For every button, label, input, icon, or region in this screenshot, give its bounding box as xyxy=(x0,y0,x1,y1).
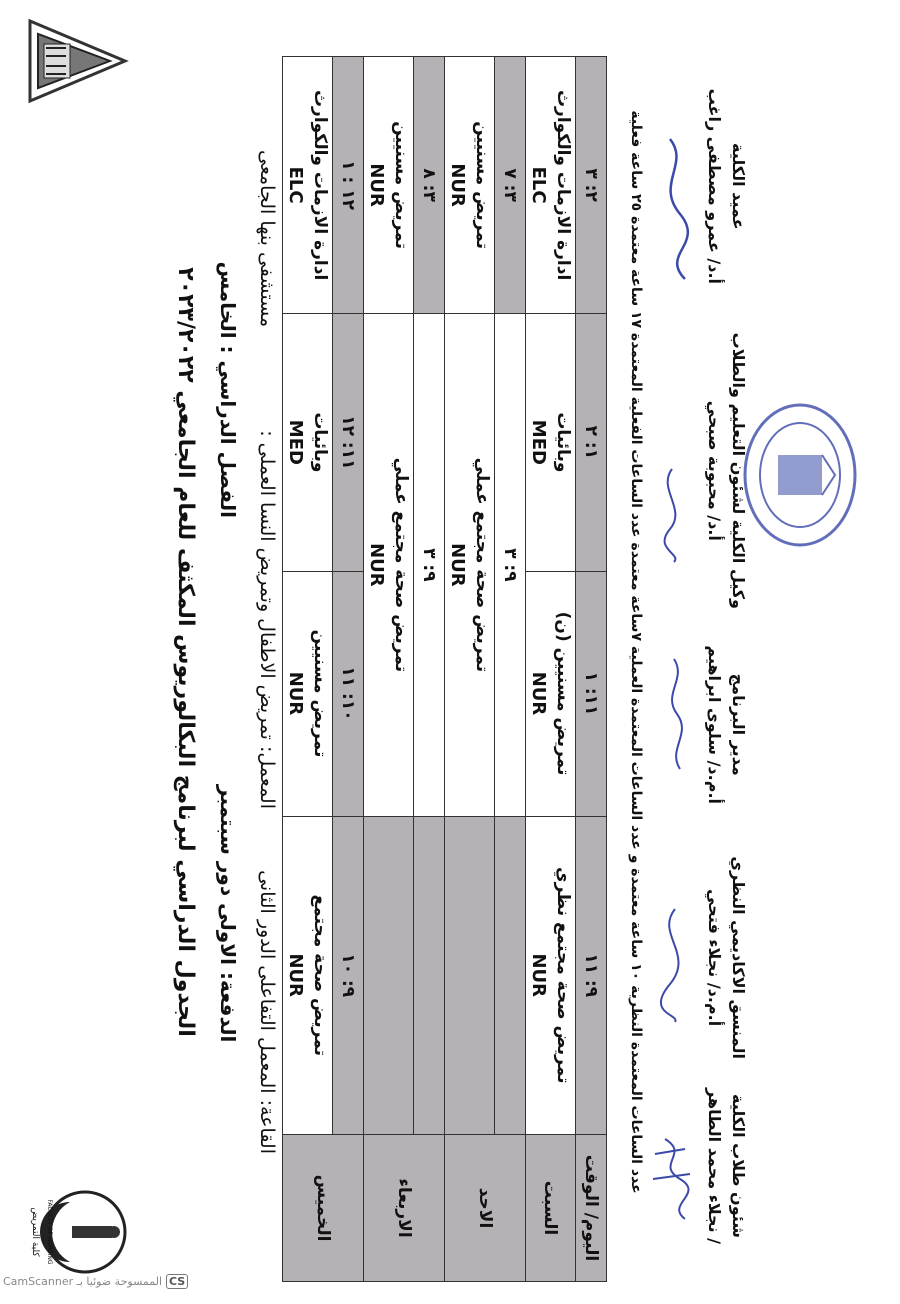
wednesday-empty-slot-2 xyxy=(364,816,414,1135)
document-title: الجدول الدراسي لبرنامج البكالوريوس المكثف للعام الجامعي ٢٠٢٣/٢٠٢٢ xyxy=(173,267,198,1037)
thu-course-4 xyxy=(283,57,333,314)
sat-time-4: ٢: ٣ xyxy=(576,57,607,314)
day-wednesday: الاربعاء xyxy=(364,1135,445,1282)
semester-label: الفصل الدراسي : الخامس xyxy=(216,261,240,518)
signature-title: وكيل الكلية لشئون التعليم والطلاب xyxy=(729,332,748,609)
signature-title: عميد الكلية xyxy=(729,143,748,230)
course-code: NUR xyxy=(285,953,306,998)
course-code: MED xyxy=(528,419,549,465)
sat-course-2 xyxy=(526,571,576,816)
handwritten-signature xyxy=(656,464,692,564)
header-cell-day-time: اليوم/ الوقت xyxy=(576,1135,607,1282)
course-code: ELC xyxy=(285,166,306,204)
camscanner-badge: CS xyxy=(166,1274,188,1289)
sun-course-2 xyxy=(445,57,495,314)
course-name: ادارة الازمات والكوارث xyxy=(310,89,330,281)
course-name: تمريض مسنيين (ن) xyxy=(553,611,573,776)
wednesday-empty-slot xyxy=(414,816,445,1135)
university-emblem-logo xyxy=(20,16,130,106)
course-code: NUR xyxy=(285,671,306,716)
schedule-table xyxy=(282,56,607,1282)
signature-block xyxy=(650,64,750,1244)
sat-time-2: ١١: ١ xyxy=(576,571,607,816)
sunday-empty-slot-2 xyxy=(445,816,495,1135)
thu-time-1: ٩: ١٠ xyxy=(333,816,364,1135)
wed-course-1-body xyxy=(364,314,414,816)
course-code: NUR xyxy=(366,163,387,207)
thu-course-1 xyxy=(283,816,333,1135)
course-code: ELC xyxy=(528,166,549,204)
camscanner-watermark xyxy=(3,1274,188,1289)
hall-label: القاعة: المعمل التفاعلى الدور الثانى xyxy=(256,870,278,1154)
handwritten-signature xyxy=(650,134,695,284)
sat-time-1: ٩: ١١ xyxy=(576,816,607,1135)
sat-course-3 xyxy=(526,314,576,571)
day-sunday: الاحد xyxy=(445,1135,526,1282)
course-name: تمريض مسنيين xyxy=(310,629,330,758)
signature-name: / نجلاء محمد الطاهر xyxy=(705,1088,724,1244)
course-code: MED xyxy=(285,419,306,465)
credit-hours-footnote: عدد الساعات المعتمدة النظرية ١٠ ساعة معتمدة و عدد الساعات المعتمدة العملية ٧ساعة معتمدة عدد الساعات الفعلية المعتمدة ١٧ ساعة معتمدة ٢٥ ساعة فعلية xyxy=(628,110,644,1194)
handwritten-signature xyxy=(656,654,692,774)
thu-time-3: ١١: ١٢ xyxy=(333,314,364,571)
wed-course-2 xyxy=(364,57,414,314)
faculty-ring-text: FACULTY OF NURSING xyxy=(46,1199,53,1265)
faculty-logo-label: كلية التمريض xyxy=(30,1207,40,1257)
course-name: تمريض صحة مجتمع نظري xyxy=(553,866,573,1084)
signature-student-affairs xyxy=(702,1088,750,1244)
sun-course-1 xyxy=(495,314,526,816)
signature-dean xyxy=(702,89,750,284)
day-saturday: السبت xyxy=(526,1135,576,1282)
course-name: وبائيات xyxy=(553,412,573,473)
signature-name: أ.د/ محبوبة صبحي xyxy=(705,400,724,541)
course-time: ٩: ٣ xyxy=(419,548,439,582)
course-name: تمريض صحة مجتمع xyxy=(310,894,330,1056)
faculty-of-nursing-logo xyxy=(30,1182,130,1282)
batch-label: الدفعة: الاولى دور سبتمبر xyxy=(216,784,240,1043)
signature-title: مدير البرنامج xyxy=(729,673,748,776)
thu-course-3 xyxy=(283,314,333,571)
hospital-label: مستشفى بنها الجامعى xyxy=(256,150,278,328)
course-name: ادارة الازمات والكوارث xyxy=(553,89,573,281)
lab-label: المعمل: تمريض الاطفال وتمريض النسا العملى : xyxy=(256,430,278,809)
day-thursday: الخميس xyxy=(283,1135,364,1282)
signature-name: أ.م.د/ سلوى ابراهيم xyxy=(705,645,724,804)
wed-time-2: ٣: ٨ xyxy=(414,57,445,314)
course-name: تمريض صحة مجتمع عملي xyxy=(391,457,411,673)
subtitle-row xyxy=(216,0,240,1304)
thu-time-2: ١٠: ١١ xyxy=(333,571,364,816)
handwritten-signature xyxy=(655,904,695,1024)
course-name: تمريض مسنيين xyxy=(472,121,492,250)
course-time: ٩: ٣ xyxy=(500,548,520,582)
sat-time-3: ١: ٢ xyxy=(576,314,607,571)
course-name: تمريض مسنيين xyxy=(391,121,411,250)
sun-time-2: ٣: ٧ xyxy=(495,57,526,314)
signature-title: شئون طلاب الكلية xyxy=(729,1094,748,1238)
camscanner-label: الممسوحة ضوئيا بـ CamScanner xyxy=(3,1275,163,1288)
sat-course-1 xyxy=(526,816,576,1135)
signature-program-director xyxy=(702,645,750,804)
course-name: تمريض صحة مجتمع عملي xyxy=(472,457,492,673)
wed-course-1 xyxy=(414,314,445,816)
sat-course-4 xyxy=(526,57,576,314)
course-code: NUR xyxy=(366,543,387,587)
sun-course-1-body xyxy=(445,314,495,816)
thu-time-4: ١٢ : ١ xyxy=(333,57,364,314)
official-stamp-icon xyxy=(740,400,860,550)
course-code: NUR xyxy=(447,543,468,587)
signature-academic-coordinator xyxy=(702,856,750,1059)
sunday-empty-slot xyxy=(495,816,526,1135)
signature-title: المنسق الاكاديمي النظري xyxy=(729,856,748,1059)
course-code: NUR xyxy=(528,953,549,998)
handwritten-signature xyxy=(650,1134,695,1224)
course-code: NUR xyxy=(447,163,468,207)
course-name: وبائيات xyxy=(310,412,330,473)
thu-course-2 xyxy=(283,571,333,816)
signature-name: أ.م.د/ نجلاء فتحي xyxy=(705,889,724,1027)
signature-name: أ.د/ عمرو مصطفى راغب xyxy=(705,88,724,284)
course-code: NUR xyxy=(528,671,549,716)
